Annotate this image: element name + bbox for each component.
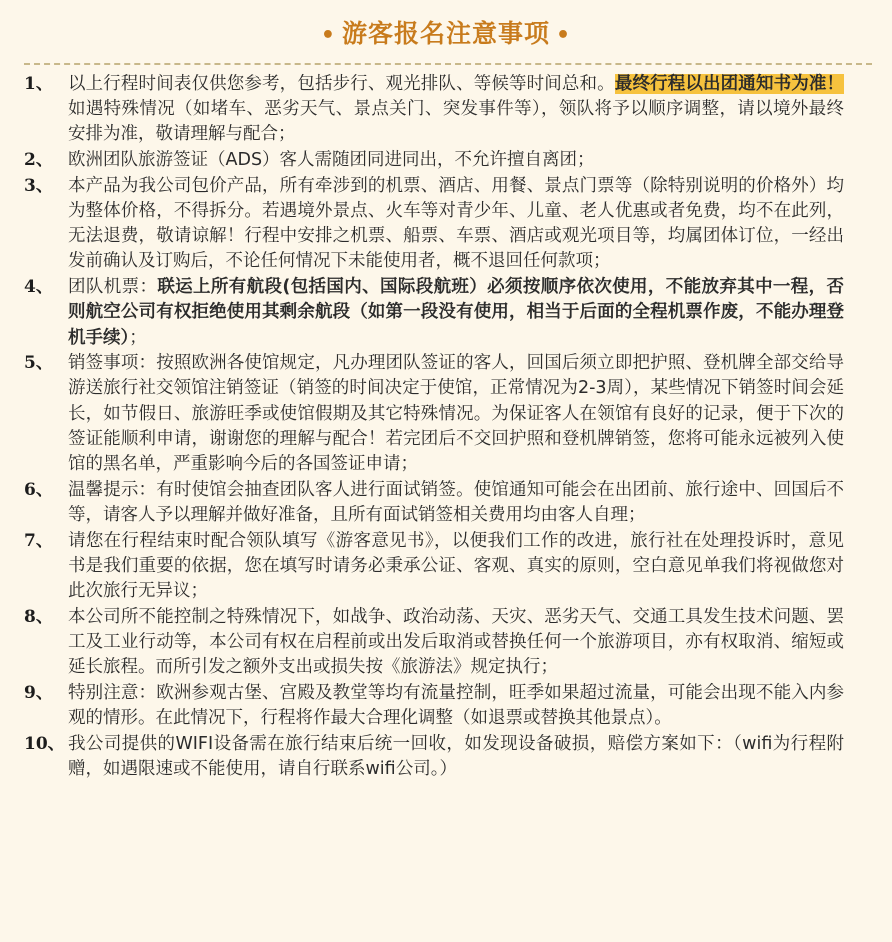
note-bold-text: 联运上所有航段(包括国内、国际段航班）必须按顺序依次使用，不能放弃其中一程，否则航空公司有权拒绝使用其剩余航段（如第一段没有使用，相当于后面的全程机票作废，不能办理登机手续）	[68, 277, 845, 348]
note-number: 9、	[24, 682, 53, 703]
note-text-continued: 如遇特殊情况（如堵车、恶劣天气、景点关门、突发事件等），领队将予以顺序调整，请以境外最终安排为准，敬请理解与配合；	[68, 99, 844, 145]
note-number: 10、	[24, 733, 65, 754]
note-number: 7、	[24, 530, 53, 551]
title-text: 游客报名注意事项	[341, 19, 550, 48]
note-item-8	[24, 605, 844, 681]
title-bullet-left: •	[320, 23, 336, 48]
note-text: 以上行程时间表仅供您参考，包括步行、观光排队、等候等时间总和。	[68, 74, 615, 94]
note-item-2	[24, 148, 844, 173]
note-text: 欧洲团队旅游签证（ADS）客人需随团同进同出，不允许擅自离团；	[68, 150, 595, 171]
note-number: 3、	[24, 175, 53, 196]
note-text: 温馨提示：有时使馆会抽查团队客人进行面试销签。使馆通知可能会在出团前、旅行途中、回国后不等，请客人予以理解并做好准备，且所有面试销签相关费用均由客人自理；	[68, 479, 844, 525]
note-text: 我公司提供的WIFI设备需在旅行结束后统一回收，如发现设备破损，赔偿方案如下：（wifi为行程附赠，如遇限速或不能使用，请自行联系wifi公司。）	[68, 733, 844, 779]
note-item-10	[24, 732, 844, 782]
notes-list	[24, 72, 844, 783]
note-number: 1、	[24, 74, 53, 94]
title-divider	[24, 63, 872, 65]
note-text: 请您在行程结束时配合领队填写《游客意见书》，以便我们工作的改进，旅行社在处理投诉时，意见书是我们重要的依据，您在填写时请务必秉承公证、客观、真实的原则，空白意见单我们将视做您对此次旅行无异议；	[68, 530, 844, 602]
note-text: 本产品为我公司包价产品，所有牵涉到的机票、酒店、用餐、景点门票等（除特别说明的价格外）均为整体价格，不得拆分。若遇境外景点、火车等对青少年、儿童、老人优惠或者免费，均不在此列，无法退费，敬请谅解！行程中安排之机票、船票、车票、酒店或观光项目等，均属团体订位，一经出发前确认及订购后，不论任何情况下未能使用者，概不退回任何款项；	[68, 175, 844, 272]
note-text: 销签事项：按照欧洲各使馆规定，凡办理团队签证的客人，回国后须立即把护照、登机牌全部交给导游送旅行社交领馆注销签证（销签的时间决定于使馆，正常情况为2-3周），某些情况下销签时间会延长，如节假日、旅游旺季或使馆假期及其它特殊情况。为保证客人在领馆有良好的记录，便于下次的签证能顺利申请，谢谢您的理解与配合！若完团后不交回护照和登机牌销签，您将可能永远被列入使馆的黑名单，严重影响今后的各国签证申请；	[68, 353, 844, 475]
note-item-5	[24, 351, 844, 477]
note-number: 2、	[24, 150, 53, 171]
note-item-3	[24, 174, 844, 275]
note-item-9	[24, 681, 844, 731]
page-title	[0, 14, 892, 56]
note-text: 特别注意：欧洲参观古堡、宫殿及教堂等均有流量控制，旺季如果超过流量，可能会出现不能入内参观的情形。在此情况下，行程将作最大合理化调整（如退票或替换其他景点）。	[68, 682, 844, 729]
title-bullet-right: •	[556, 23, 572, 48]
note-number: 6、	[24, 479, 53, 500]
note-item-7	[24, 529, 844, 605]
note-number: 8、	[24, 606, 53, 627]
note-highlight: 最终行程以出团通知书为准！	[614, 74, 845, 94]
note-text: 本公司所不能控制之特殊情况下，如战争、政治动荡、天灾、恶劣天气、交通工具发生技术问题、罢工及工业行动等，本公司有权在启程前或出发后取消或替换任何一个旅游项目，亦有权取消、缩短或延长旅程。而所引发之额外支出或损失按《旅游法》规定执行；	[68, 606, 844, 678]
note-number: 5、	[24, 353, 53, 374]
note-item-4	[24, 275, 844, 351]
note-text-continued: ；	[129, 327, 147, 348]
note-item-6	[24, 478, 844, 528]
note-number: 4、	[24, 277, 53, 298]
note-item-1	[24, 72, 844, 148]
note-text: 团队机票：	[68, 277, 158, 298]
